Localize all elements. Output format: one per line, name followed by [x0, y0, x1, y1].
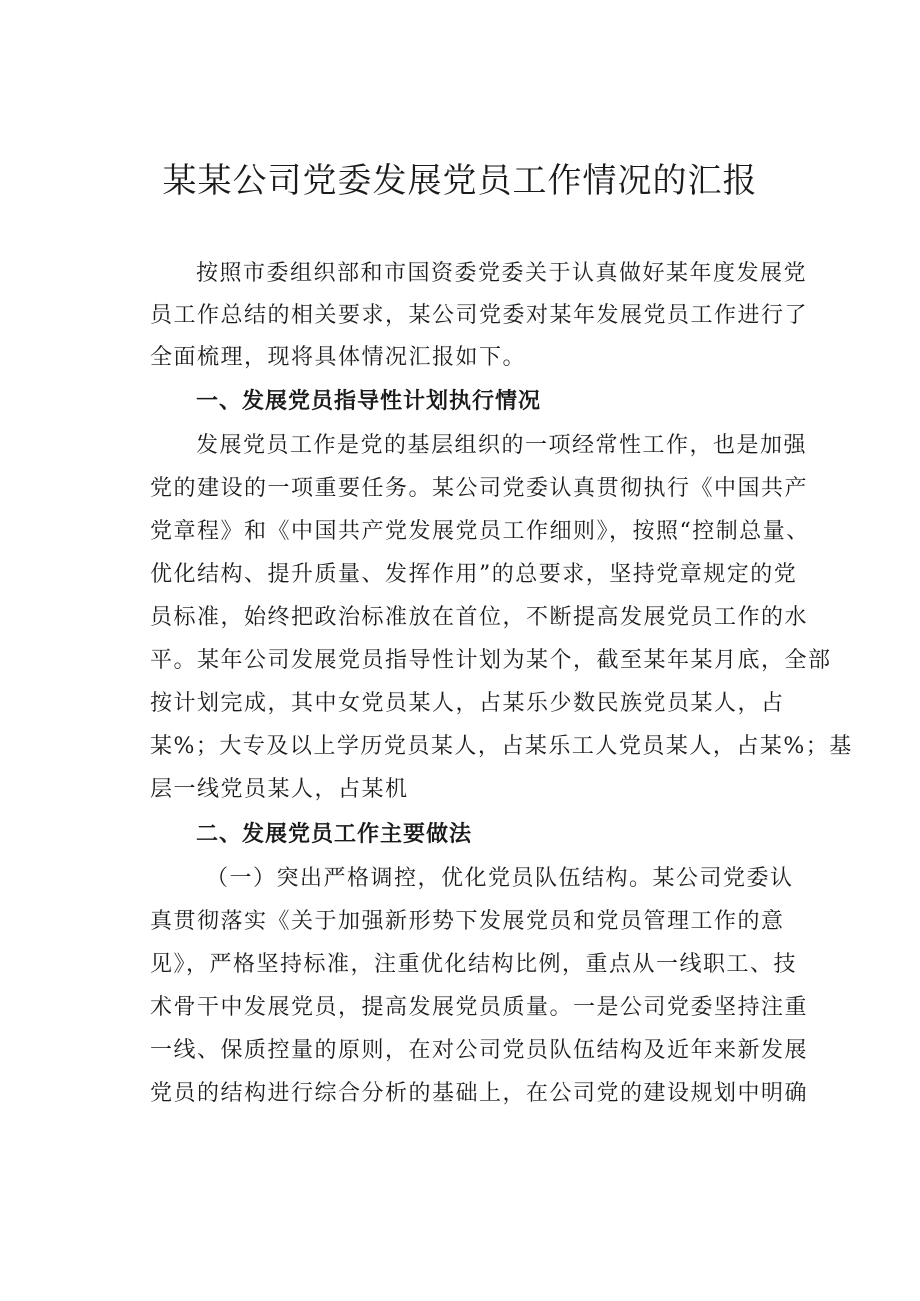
body-line: 发展党员工作是党的基层组织的一项经常性工作，也是加强 [196, 433, 808, 458]
body-line: 按计划完成，其中女党员某人，占某乐少数民族党员某人，占 [150, 691, 785, 716]
body-line: 见》，严格坚持标准，注重优化结构比例，重点从一线职工、技 [150, 952, 798, 977]
body-line: 党的建设的一项重要任务。某公司党委认真贯彻执行《中国共产 [150, 476, 809, 501]
body-line: 党章程》和《中国共产党发展党员工作细则》，按照“控制总量、 [150, 519, 810, 544]
section-heading: 二、发展党员工作主要做法 [196, 822, 473, 847]
body-line: 员工作总结的相关要求，某公司党委对某年发展党员工作进行了 [150, 303, 809, 328]
body-line: 全面梳理，现将具体情况汇报如下。 [150, 345, 527, 370]
body-line: 员标准，始终把政治标准放在首位，不断提高发展党员工作的水 [150, 605, 809, 630]
body-line: 某%；大专及以上学历党员某人，占某乐工人党员某人，占某%；基 [150, 734, 853, 759]
body-line: 平。某年公司发展党员指导性计划为某个，截至某年某月底，全部 [150, 648, 832, 673]
body-line: 党员的结构进行综合分析的基础上，在公司党的建设规划中明确 [150, 1081, 809, 1106]
section-heading: 一、发展党员指导性计划执行情况 [196, 389, 542, 414]
body-line: 按照市委组织部和市国资委党委关于认真做好某年度发展党 [196, 261, 808, 286]
body-line: 术骨干中发展党员，提高发展党员质量。一是公司党委坚持注重 [150, 995, 809, 1020]
document-title: 某某公司党委发展党员工作情况的汇报 [162, 161, 758, 201]
body-line: 层一线党员某人，占某机 [150, 777, 409, 802]
body-line: 真贯彻落实《关于加强新形势下发展党员和党员管理工作的意 [150, 909, 785, 934]
body-line: 优化结构、提升质量、发挥作用”的总要求，坚持党章规定的党 [150, 562, 798, 587]
body-line: 一线、保质控量的原则，在对公司党员队伍结构及近年来新发展 [150, 1038, 809, 1063]
body-line: （一）突出严格调控，优化党员队伍结构。某公司党委认 [206, 866, 794, 891]
